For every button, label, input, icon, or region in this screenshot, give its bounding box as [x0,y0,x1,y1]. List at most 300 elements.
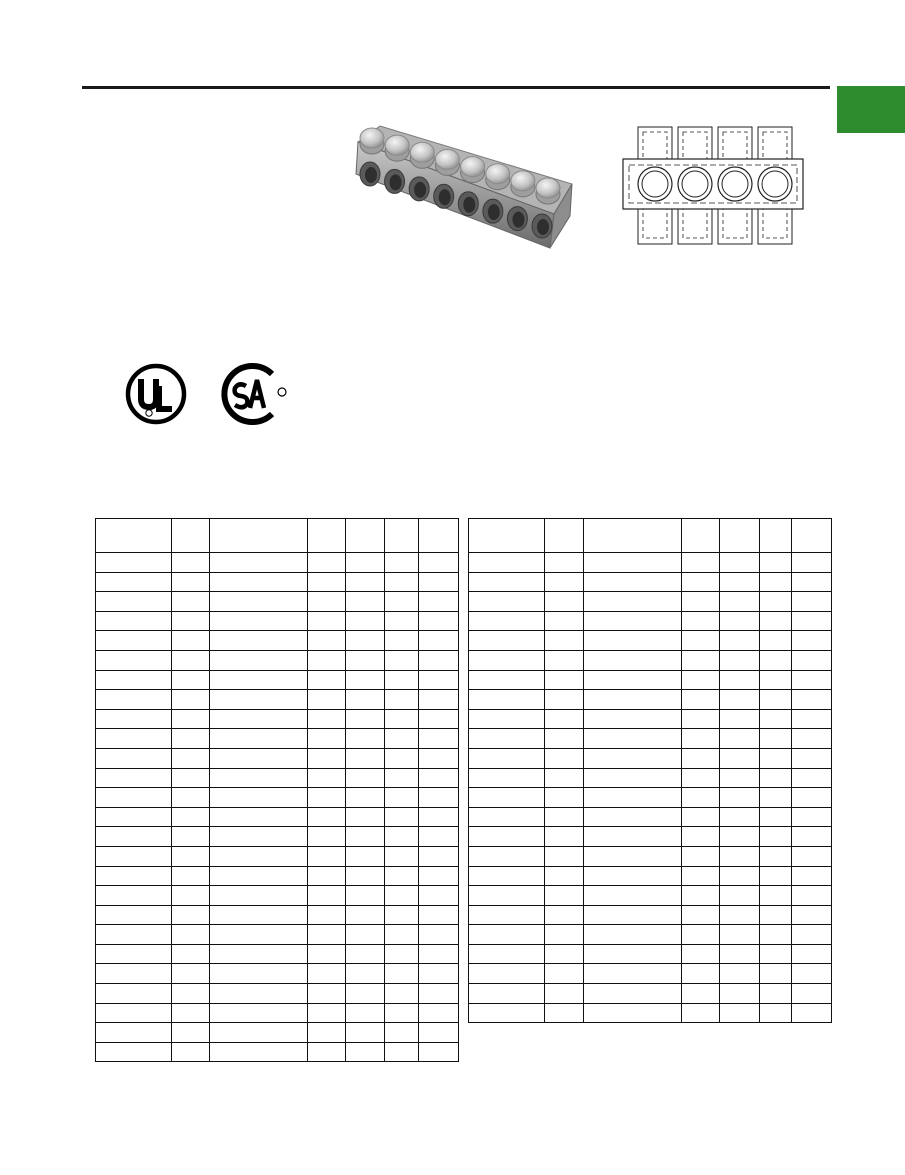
table-cell [792,846,832,866]
table-cell [96,886,172,906]
table-cell [172,944,210,964]
table-cell [210,807,308,827]
table-cell [308,650,346,670]
table-cell [720,905,760,925]
table-cell [385,768,419,788]
table-cell [469,572,545,592]
table-cell [172,964,210,984]
table-row [96,748,459,768]
table-cell [419,572,459,592]
table-cell [792,611,832,631]
table-cell [792,553,832,573]
table-cell [172,1042,210,1062]
table-row [96,670,459,690]
table-cell [760,729,792,749]
table-cell [545,866,584,886]
table-cell [760,572,792,592]
table-cell [419,925,459,945]
table-cell [545,709,584,729]
table-cell [545,905,584,925]
table-cell [385,846,419,866]
port-cap [511,171,535,191]
table-cell [760,670,792,690]
table-cell [720,827,760,847]
table-cell [210,519,308,553]
table-cell [469,788,545,808]
table-row [469,886,832,906]
table-cell [469,592,545,612]
table-cell [96,768,172,788]
table-cell [346,768,385,788]
table-cell [792,886,832,906]
table-cell [760,886,792,906]
table-cell [96,964,172,984]
table-cell [419,690,459,710]
table-cell [682,925,720,945]
table-row [469,631,832,651]
table-cell [545,670,584,690]
table-cell [792,650,832,670]
table-cell [469,768,545,788]
table-cell [720,592,760,612]
table-cell [308,788,346,808]
table-cell [346,729,385,749]
table-cell [792,944,832,964]
table-cell [720,768,760,788]
table-cell [545,886,584,906]
table-cell [545,572,584,592]
table-cell [308,572,346,592]
table-cell [584,592,682,612]
table-cell [419,611,459,631]
table-cell [346,984,385,1004]
table-cell [760,807,792,827]
table-cell [210,944,308,964]
table-cell [96,729,172,749]
table-cell [385,670,419,690]
table-cell [792,690,832,710]
table-row [469,807,832,827]
table-cell [308,1003,346,1023]
table-cell [760,788,792,808]
table-cell [469,748,545,768]
port-cap [410,142,434,162]
table-cell [172,572,210,592]
table-row [469,709,832,729]
port-cap [360,128,384,148]
table-cell [172,611,210,631]
table-cell [682,650,720,670]
table-cell [760,631,792,651]
table-cell [584,886,682,906]
table-cell [308,553,346,573]
port-cap [536,178,560,198]
table-cell [346,788,385,808]
table-cell [385,631,419,651]
table-cell [792,925,832,945]
table-cell [545,553,584,573]
table-cell [210,788,308,808]
table-cell [792,729,832,749]
table-cell [96,709,172,729]
table-cell [792,670,832,690]
table-cell [346,519,385,553]
table-cell [308,827,346,847]
table-cell [308,670,346,690]
table-cell [308,925,346,945]
table-cell [469,1003,545,1023]
table-cell [210,846,308,866]
table-cell [792,964,832,984]
table-cell [346,886,385,906]
section-tab [837,86,905,133]
table-row [469,670,832,690]
table-cell [584,866,682,886]
table-cell [584,670,682,690]
table-cell [545,964,584,984]
table-cell [584,553,682,573]
table-cell [720,748,760,768]
table-cell [792,592,832,612]
table-cell [469,905,545,925]
table-cell [172,553,210,573]
table-cell [545,1003,584,1023]
table-cell [210,592,308,612]
table-cell [172,768,210,788]
table-row [96,768,459,788]
table-cell [96,592,172,612]
table-cell [545,984,584,1004]
table-row [469,650,832,670]
table-cell [760,846,792,866]
table-cell [720,1003,760,1023]
table-cell [720,807,760,827]
table-cell [385,592,419,612]
table-row [469,905,832,925]
table-cell [760,709,792,729]
table-cell [419,1023,459,1043]
port-cap [486,164,510,184]
table-cell [385,925,419,945]
table-cell [346,690,385,710]
table-cell [720,572,760,592]
table-row [469,768,832,788]
table-row [469,866,832,886]
table-cell [792,827,832,847]
table-cell [419,905,459,925]
table-cell [682,572,720,592]
table-cell [419,670,459,690]
table-cell [172,886,210,906]
table-cell [584,807,682,827]
table-cell [469,964,545,984]
table-cell [385,807,419,827]
table-cell [385,553,419,573]
table-cell [584,519,682,553]
table-row [96,886,459,906]
table-cell [760,519,792,553]
table-cell [419,788,459,808]
table-cell [760,650,792,670]
table-cell [96,984,172,1004]
table-cell [469,886,545,906]
table-cell [346,650,385,670]
table-cell [419,729,459,749]
table-cell [96,553,172,573]
table-cell [96,866,172,886]
table-cell [584,690,682,710]
table-cell [760,866,792,886]
table-row [96,592,459,612]
table-cell [682,611,720,631]
table-cell [210,1023,308,1043]
table-row [469,572,832,592]
table-cell [96,807,172,827]
table-cell [346,592,385,612]
table-cell [682,964,720,984]
table-cell [584,709,682,729]
table-cell [419,984,459,1004]
table-cell [172,1003,210,1023]
table-cell [308,944,346,964]
table-cell [419,748,459,768]
table-cell [385,964,419,984]
table-cell [210,1003,308,1023]
table-cell [792,788,832,808]
table-row [96,944,459,964]
table-row [96,611,459,631]
table-cell [584,827,682,847]
table-header-row [469,519,832,553]
table-cell [172,788,210,808]
table-cell [792,748,832,768]
table-cell [419,944,459,964]
table-cell [720,611,760,631]
table-cell [308,866,346,886]
table-cell [469,709,545,729]
table-row [96,807,459,827]
table-cell [469,944,545,964]
table-cell [760,592,792,612]
table-cell [584,905,682,925]
table-cell [682,827,720,847]
table-cell [760,944,792,964]
table-cell [545,827,584,847]
table-cell [584,846,682,866]
table-cell [469,984,545,1004]
table-cell [172,709,210,729]
table-cell [720,709,760,729]
table-row [469,925,832,945]
table-cell [346,709,385,729]
table-cell [720,964,760,984]
table-cell [308,519,346,553]
table-cell [308,1023,346,1043]
table-cell [419,964,459,984]
table-cell [760,964,792,984]
table-cell [760,690,792,710]
table-cell [419,846,459,866]
table-row [469,964,832,984]
table-cell [682,592,720,612]
table-cell [682,553,720,573]
table-cell [385,729,419,749]
table-cell [469,519,545,553]
table-cell [172,905,210,925]
table-cell [584,788,682,808]
table-row [469,748,832,768]
table-cell [792,1003,832,1023]
table-cell [385,709,419,729]
table-cell [545,768,584,788]
table-cell [96,827,172,847]
table-row [96,1003,459,1023]
table-cell [210,886,308,906]
table-row [96,572,459,592]
table-cell [545,519,584,553]
table-cell [385,1042,419,1062]
table-cell [96,925,172,945]
table-cell [419,768,459,788]
table-cell [172,866,210,886]
table-cell [210,729,308,749]
table-cell [682,768,720,788]
table-cell [210,631,308,651]
table-cell [760,905,792,925]
table-cell [584,748,682,768]
table-cell [584,925,682,945]
table-cell [720,866,760,886]
table-cell [346,866,385,886]
table-cell [584,631,682,651]
table-row [96,631,459,651]
table-cell [760,748,792,768]
table-cell [385,748,419,768]
port-circle [638,167,672,201]
table-cell [419,1003,459,1023]
table-cell [172,984,210,1004]
table-cell [792,709,832,729]
table-cell [545,925,584,945]
table-cell [792,519,832,553]
table-cell [419,553,459,573]
table-cell [385,886,419,906]
table-cell [545,944,584,964]
table-cell [584,611,682,631]
table-cell [584,729,682,749]
table-row [96,866,459,886]
table-cell [385,519,419,553]
table-cell [385,827,419,847]
table-row [96,650,459,670]
table-cell [172,631,210,651]
ul-logo-icon [124,362,188,426]
table-cell [545,748,584,768]
table-cell [792,572,832,592]
connector-drawing [618,124,808,248]
table-cell [385,690,419,710]
table-cell [346,572,385,592]
table-row [469,729,832,749]
table-row [469,611,832,631]
port-cap [385,135,409,155]
table-row [469,827,832,847]
table-row [96,827,459,847]
table-cell [308,729,346,749]
table-row [469,1003,832,1023]
table-cell [682,690,720,710]
table-cell [682,709,720,729]
table-row [96,964,459,984]
table-row [96,925,459,945]
table-cell [210,650,308,670]
table-cell [469,807,545,827]
table-cell [96,519,172,553]
table-cell [308,984,346,1004]
table-cell [419,827,459,847]
table-cell [545,631,584,651]
table-cell [545,592,584,612]
table-cell [308,807,346,827]
table-cell [792,866,832,886]
left-table [95,518,459,1062]
table-cell [96,670,172,690]
table-cell [172,690,210,710]
table-cell [419,866,459,886]
table-row [96,905,459,925]
table-cell [172,827,210,847]
table-cell [584,650,682,670]
table-cell [419,631,459,651]
table-header-row [96,519,459,553]
table-row [96,709,459,729]
table-cell [172,846,210,866]
table-cell [760,1003,792,1023]
table-cell [308,592,346,612]
table-cell [346,905,385,925]
table-row [469,690,832,710]
table-cell [720,984,760,1004]
table-cell [682,866,720,886]
table-cell [210,905,308,925]
table-cell [346,807,385,827]
table-cell [419,709,459,729]
table-cell [682,944,720,964]
table-cell [682,748,720,768]
table-cell [96,1023,172,1043]
table-cell [419,519,459,553]
table-cell [720,925,760,945]
port-cap [435,149,459,169]
table-cell [419,886,459,906]
table-cell [682,886,720,906]
table-cell [96,748,172,768]
table-cell [346,925,385,945]
table-cell [469,650,545,670]
table-cell [792,984,832,1004]
table-cell [96,572,172,592]
right-table [468,518,832,1023]
table-row [96,690,459,710]
table-cell [545,788,584,808]
table-cell [172,729,210,749]
table-cell [469,690,545,710]
table-cell [720,729,760,749]
table-cell [584,944,682,964]
table-cell [172,807,210,827]
table-cell [385,944,419,964]
table-cell [346,944,385,964]
